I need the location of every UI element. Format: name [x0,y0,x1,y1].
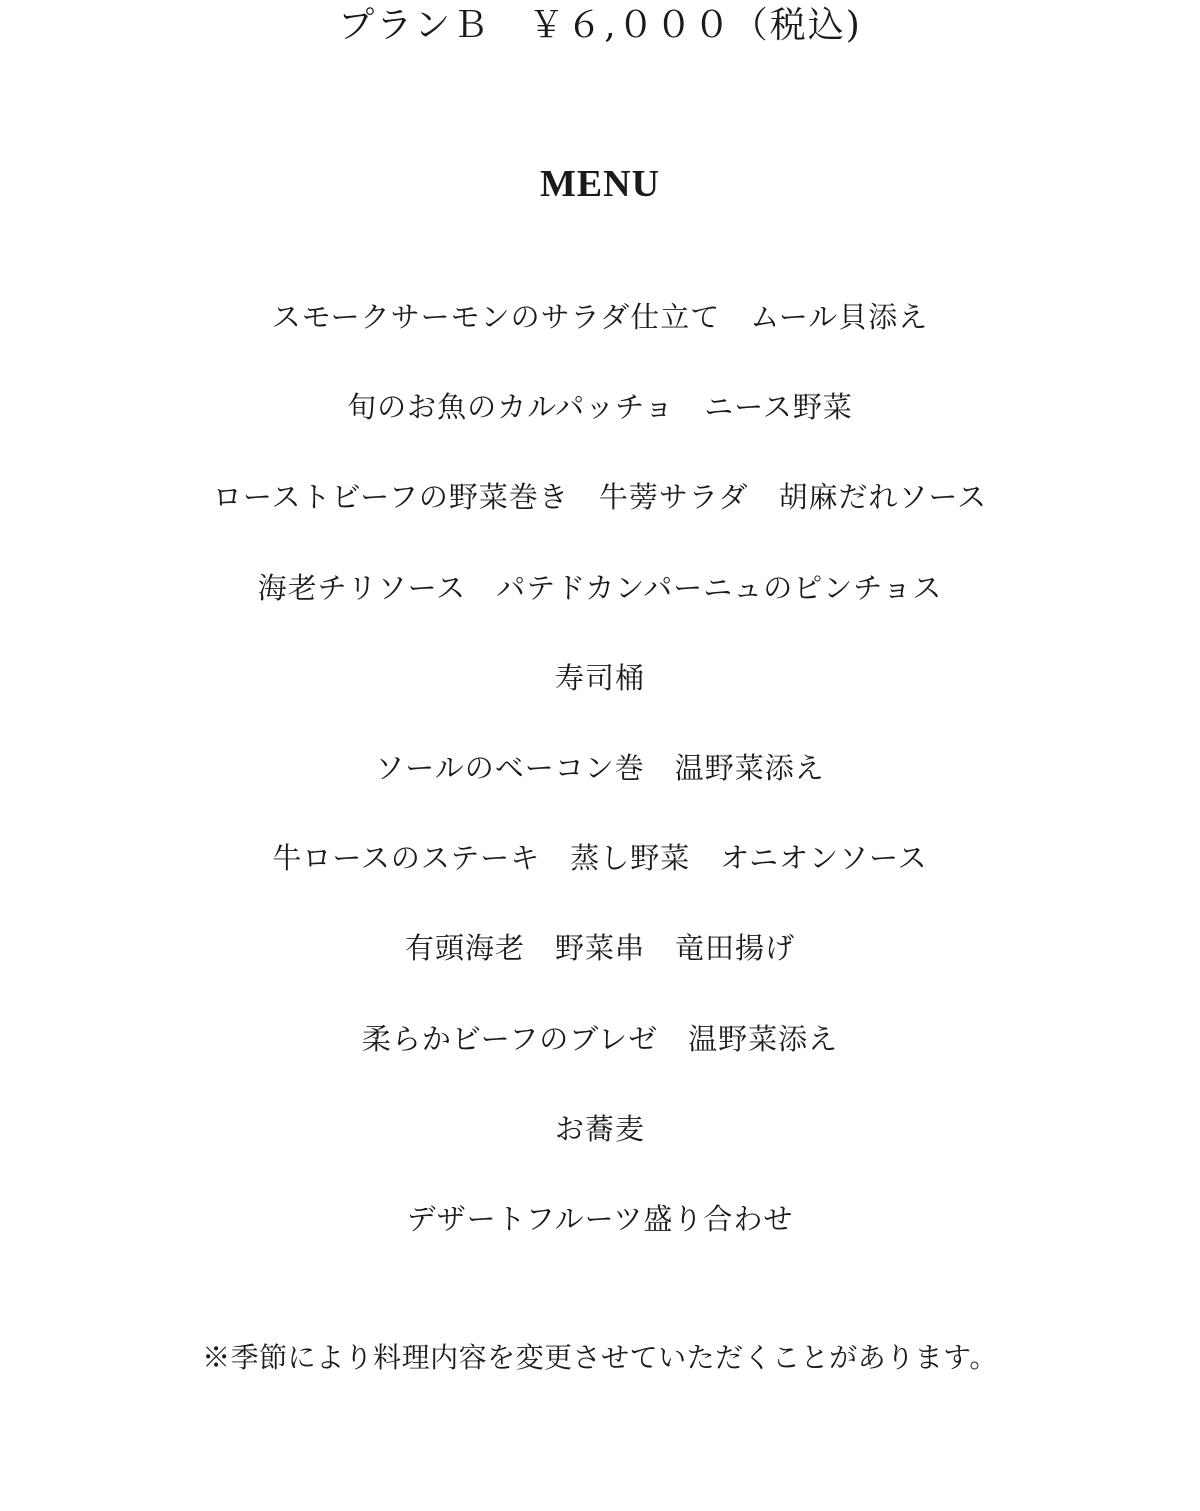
menu-item: 有頭海老 野菜串 竜田揚げ [404,931,795,966]
menu-item: 寿司桶 [554,660,645,695]
menu-item: 旬のお魚のカルパッチョ ニース野菜 [347,390,853,425]
menu-item: ローストビーフの野菜巻き 牛蒡サラダ 胡麻だれソース [212,480,988,515]
seasonal-note: ※季節により料理内容を変更させていただくことがあります。 [202,1341,998,1374]
menu-item: ソールのベーコン巻 温野菜添え [375,750,825,785]
menu-item: 柔らかビーフのブレゼ 温野菜添え [361,1021,839,1056]
menu-item: デザートフルーツ盛り合わせ [406,1201,794,1236]
menu-heading: MENU [539,163,661,205]
menu-list [0,295,1200,1287]
plan-title: プランＢ ￥６,０００（税込) [338,5,862,46]
menu-item: 海老チリソース パテドカンパーニュのピンチョス [257,570,943,605]
menu-item: スモークサーモンのサラダ仕立て ムール貝添え [271,300,929,334]
menu-item: お蕎麦 [554,1111,645,1146]
menu-item: 牛ロースのステーキ 蒸し野菜 オニオンソース [272,841,928,876]
